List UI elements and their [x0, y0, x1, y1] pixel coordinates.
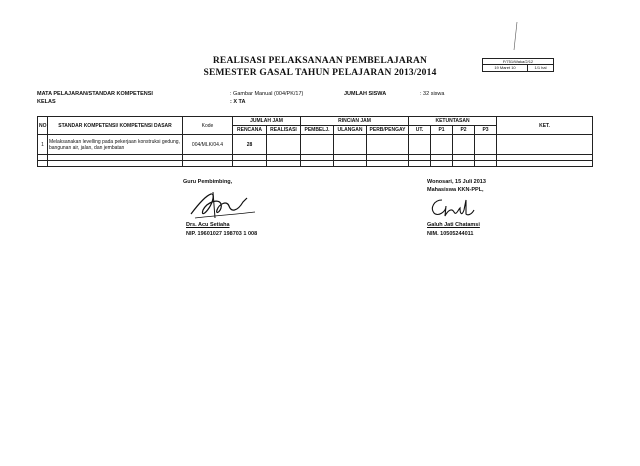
- row-sk: Melaksanakan levelling pada pekerjaan konstruksi gedung, bangunan air, jalan, dan jembatan: [48, 135, 183, 155]
- table-row: [38, 135, 593, 155]
- row-pembelj: [301, 135, 334, 155]
- col-realisasi-header: REALISASI: [267, 126, 301, 135]
- col-no-header: NO: [38, 117, 48, 135]
- row-perb: [367, 135, 409, 155]
- col-pembelj-header: PEMBELJ.: [301, 126, 334, 135]
- document-code-box: [482, 58, 554, 72]
- document-page: 1/1 hal: [534, 65, 547, 70]
- document-code: F/751/Waka/2/12: [483, 59, 553, 65]
- class-label: KELAS: [37, 99, 56, 105]
- students-value: : 32 siswa: [420, 91, 445, 97]
- students-label: JUMLAH SISWA: [344, 91, 387, 97]
- col-rencana-header: RENCANA: [233, 126, 267, 135]
- realization-table: [37, 116, 593, 167]
- col-sk-header: STANDAR KOMPETENSI/ KOMPETENSI DASAR: [48, 117, 183, 135]
- right-signature-place-date: Wonosari, 15 Juli 2013: [427, 179, 486, 185]
- row-p1: [431, 135, 453, 155]
- col-ket-header: KET.: [497, 117, 593, 135]
- row-ulangan: [334, 135, 367, 155]
- subject-label: MATA PELAJARAN/STANDAR KOMPETENSI: [37, 91, 153, 97]
- row-rencana: 28: [233, 135, 267, 155]
- col-p1-header: P1: [431, 126, 453, 135]
- left-signature-icon: [185, 188, 260, 222]
- col-p3-header: P3: [475, 126, 497, 135]
- col-perb-header: PERB/PENGAY: [367, 126, 409, 135]
- row-kode: 004/MLK/04.4: [183, 135, 233, 155]
- left-signature-role: Guru Pembimbing,: [183, 179, 233, 185]
- col-ketuntasan-header: KETUNTASAN: [409, 117, 497, 126]
- col-ulangan-header: ULANGAN: [334, 126, 367, 135]
- page-subtitle: SEMESTER GASAL TAHUN PELAJARAN 2013/2014: [203, 68, 437, 78]
- col-rincian-jam-header: RINCIAN JAM: [301, 117, 409, 126]
- right-signature-name: Galuh Jati Chatamsi: [427, 222, 480, 228]
- subject-value: : Gambar Manual (004/PK/17): [230, 91, 304, 97]
- row-p3: [475, 135, 497, 155]
- row-ut: [409, 135, 431, 155]
- class-value: : X TA: [230, 99, 246, 105]
- left-signature-name: Drs. Acu Setiaha: [186, 222, 230, 228]
- table-row: [38, 161, 593, 167]
- col-ut-header: UT.: [409, 126, 431, 135]
- document-date: 19 Maret 10: [483, 65, 528, 71]
- right-signature-role: Mahasiswa KKN-PPL,: [427, 187, 484, 193]
- right-signature-icon: [428, 194, 478, 220]
- left-signature-nip: NIP. 19601027 198703 1 008: [186, 231, 258, 237]
- col-p2-header: P2: [453, 126, 475, 135]
- right-signature-nim: NIM. 10505244011: [427, 231, 474, 237]
- row-p2: [453, 135, 475, 155]
- row-ket: [497, 135, 593, 155]
- col-kode-header: Kode: [183, 117, 233, 135]
- col-jumlah-jam-header: JUMLAH JAM: [233, 117, 301, 126]
- row-realisasi: [267, 135, 301, 155]
- scan-mark-icon: [505, 20, 525, 60]
- page-title: REALISASI PELAKSANAAN PEMBELAJARAN: [212, 56, 428, 66]
- row-no: 1: [38, 135, 48, 155]
